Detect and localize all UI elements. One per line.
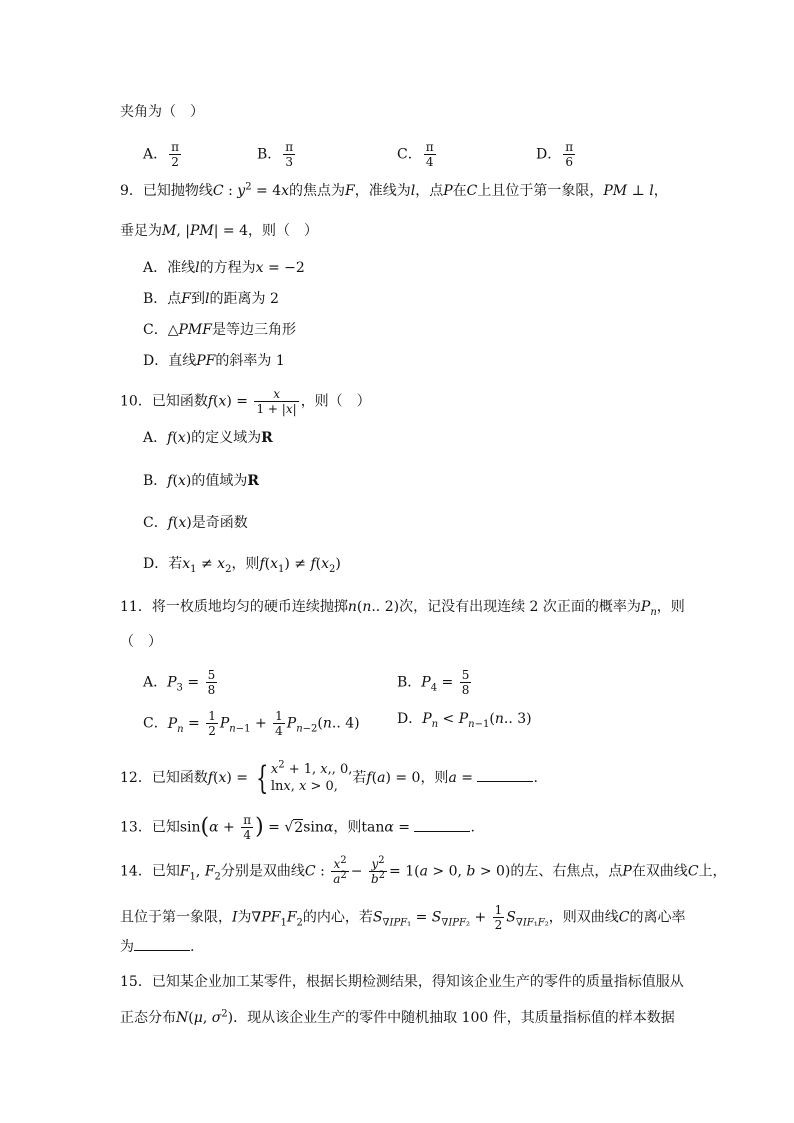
numerator: 5 bbox=[461, 668, 470, 682]
numerator: $y^2$ bbox=[369, 857, 387, 872]
denominator: 4 bbox=[275, 724, 283, 738]
piecewise bbox=[271, 761, 353, 795]
q15-stem-line1: 15．已知某企业加工某零件，根据长期检测结果，得知该企业生产的零件的质量指标值服从 bbox=[120, 974, 684, 990]
fraction bbox=[254, 387, 298, 416]
denominator: $a^2$ bbox=[333, 870, 347, 886]
q11-option-b: B．$P_4$ = $\frac{5}{8}$ bbox=[397, 668, 470, 697]
q11-stem-line1: 11．将一枚质地均匀的硬币连续抛掷n(n.. 2)次，记没有出现连续 2 次正面的概率为$P_n$，则 bbox=[120, 599, 685, 618]
text: 且位于第一象限， bbox=[120, 909, 232, 926]
text: 为 bbox=[120, 939, 134, 955]
option-letter: A． bbox=[143, 146, 168, 163]
numerator: π bbox=[285, 140, 294, 154]
text: 的定义域为 bbox=[191, 430, 262, 446]
q9-option-a: A．准线l的方程为x = −2 bbox=[143, 260, 305, 276]
option-letter: D． bbox=[536, 146, 562, 163]
text: 正态分布 bbox=[120, 1010, 176, 1026]
brace: { bbox=[256, 759, 269, 797]
q11-option-a: A．$P_3$ = $\frac{5}{8}$ bbox=[143, 668, 216, 697]
q11-option-c: C．$P_n$ = $\frac{1}{2}$ $P_{n-1}$ + $\frac{1}{4}$ $P_{n-2}(n$.. 4) bbox=[143, 709, 360, 738]
fraction bbox=[206, 709, 218, 738]
text: 的距离为 2 bbox=[209, 291, 279, 307]
text: ，则 bbox=[656, 599, 685, 615]
text: . bbox=[470, 819, 475, 836]
denominator: 2 bbox=[208, 724, 216, 738]
text: 14．已知 bbox=[120, 863, 180, 880]
q15-stem-line2: 正态分布N(μ, $\sigma^2$)．现从该企业生产的零件中随机抽取 100 件，其质量指标值的样本数据 bbox=[120, 1008, 675, 1026]
text: D． bbox=[397, 711, 423, 727]
text: ，点 bbox=[415, 183, 444, 199]
denominator: $b^2$ bbox=[370, 870, 386, 886]
radicand: 2 bbox=[294, 819, 304, 836]
q10-option-c: C．f(x)是奇函数 bbox=[143, 515, 248, 531]
q10-option-d: D．若$x_1 \ne x_2$，则$f(x_1) \ne f(x_2)$ bbox=[143, 556, 341, 575]
q9-option-b: B．点F到l的距离为 2 bbox=[143, 291, 279, 307]
text: ，则（ ） bbox=[248, 223, 318, 239]
text: 垂足为 bbox=[120, 223, 162, 239]
numerator: 1 bbox=[494, 903, 503, 917]
text: 上， bbox=[698, 863, 727, 880]
text: 分别是双曲线 bbox=[220, 863, 305, 880]
q14-stem-line1: 14．已知$F_1$, $F_2$分别是双曲线C : $\frac{x^2}{a^2}$ − $\frac{y^2}{b^2}$ = 1(a > 0, b > 0)的左、右焦点，点P在双曲线C上， bbox=[120, 855, 727, 886]
numerator: π bbox=[425, 140, 434, 154]
denominator: 8 bbox=[207, 683, 216, 697]
text: C． bbox=[143, 515, 168, 531]
denominator: 2 bbox=[171, 155, 179, 169]
text: C． bbox=[143, 715, 168, 732]
text: 11．将一枚质地均匀的硬币连续抛掷 bbox=[120, 599, 348, 615]
denominator: 3 bbox=[285, 155, 294, 169]
q9-option-c: C．△PMF是等边三角形 bbox=[143, 322, 296, 338]
option-letter: C． bbox=[397, 146, 422, 163]
q10-option-b: B．f(x)的值域为R bbox=[143, 473, 259, 489]
q14-stem-line3: 为 . bbox=[120, 936, 194, 957]
q12-stem: 12．已知函数f(x) = { $x^2 + 1$, x,, 0, lnx, x > 0, 若f(a) = 0，则a = . bbox=[120, 759, 538, 797]
q8-option-d bbox=[536, 140, 577, 169]
numerator: 5 bbox=[207, 668, 216, 682]
text: 若 bbox=[352, 770, 367, 786]
numerator: 1 bbox=[208, 709, 216, 723]
text: . bbox=[533, 770, 538, 786]
q8-stem: 夹角为（ ） bbox=[120, 104, 204, 120]
text: 的值域为 bbox=[191, 473, 248, 489]
text: 的方程为 bbox=[199, 260, 256, 276]
q9-stem-line2: 垂足为M, |PM| = 4，则（ ） bbox=[120, 223, 318, 239]
denominator: 6 bbox=[565, 155, 573, 169]
text: 的焦点为 bbox=[289, 183, 346, 199]
text: ，则双曲线 bbox=[548, 909, 619, 926]
answer-blank bbox=[414, 817, 470, 832]
q10-option-a: A．f(x)的定义域为R bbox=[143, 430, 273, 446]
text: C．△ bbox=[143, 322, 179, 338]
numerator: π bbox=[565, 140, 574, 154]
text: D．直线 bbox=[143, 353, 197, 369]
fraction bbox=[273, 709, 285, 738]
text: 为 bbox=[237, 909, 252, 926]
numerator: x bbox=[254, 387, 298, 402]
denominator: 2 bbox=[494, 918, 503, 932]
text: 到 bbox=[191, 291, 206, 307]
q8-option-b bbox=[257, 140, 297, 169]
text: 的左、右焦点，点 bbox=[510, 863, 623, 880]
text: A． bbox=[143, 674, 168, 691]
q10-stem: 10．已知函数f(x) = $\frac{x}{1 + |x|}$ ，则（ ） bbox=[120, 387, 371, 416]
text: 次，记没有出现连续 2 次正面的概率为 bbox=[399, 599, 641, 615]
text: 在双曲线 bbox=[631, 863, 688, 880]
q14-stem-line2: 且位于第一象限，I为$\nabla PF_1F_2$的内心，若$S_{\nabla IPF_1} = S_{\nabla IPF_2}$ + $\frac{1}{2}$ $S_{\nabla IF_1F_2}$，则双曲线C的离心率 bbox=[120, 903, 686, 932]
text: ，则 bbox=[231, 556, 260, 572]
fraction bbox=[241, 813, 253, 842]
fraction bbox=[369, 857, 387, 886]
fraction bbox=[460, 668, 472, 697]
q11-stem-line2: （ ） bbox=[120, 634, 162, 650]
text: D．若 bbox=[143, 556, 183, 572]
piece: lnx, x > 0, bbox=[270, 779, 338, 794]
q8-option-c bbox=[397, 140, 438, 169]
answer-blank bbox=[134, 936, 190, 951]
text: B．点 bbox=[143, 291, 182, 307]
q11-option-d: D．$P_n < P_{n-1}(n$.. 3) bbox=[397, 711, 532, 730]
text: 的斜率为 1 bbox=[215, 353, 285, 369]
text: 的内心，若 bbox=[302, 909, 373, 926]
text: A． bbox=[143, 430, 168, 446]
text: 是等边三角形 bbox=[211, 322, 296, 338]
text: A．准线 bbox=[143, 260, 196, 276]
option-letter: B． bbox=[257, 146, 282, 163]
text: ．现从该企业生产的零件中随机抽取 100 件，其质量指标值的样本数据 bbox=[233, 1010, 675, 1026]
fraction bbox=[331, 857, 349, 886]
text: 在 bbox=[452, 183, 467, 199]
paren: ) bbox=[255, 814, 264, 840]
numerator: π bbox=[171, 140, 180, 154]
answer-blank bbox=[477, 767, 533, 782]
text: 上且位于第一象限， bbox=[477, 183, 604, 199]
denominator: 4 bbox=[425, 155, 434, 169]
text: 9．已知抛物线 bbox=[120, 183, 213, 199]
q9-stem-line1: 9．已知抛物线C : $y^2 = 4x$的焦点为F，准线为l，点P在C上且位于第一象限，PM ⊥ l， bbox=[120, 181, 668, 199]
text: 12．已知函数 bbox=[120, 770, 208, 786]
paren: ( bbox=[200, 814, 210, 840]
text: B． bbox=[143, 473, 168, 489]
text: 是奇函数 bbox=[191, 515, 248, 531]
fraction bbox=[493, 903, 505, 932]
fraction bbox=[169, 140, 181, 169]
piece: $x^2 + 1$, x,, 0, bbox=[270, 759, 353, 777]
numerator: 1 bbox=[275, 709, 283, 723]
text: B． bbox=[397, 674, 422, 691]
denominator: 8 bbox=[461, 683, 470, 697]
numerator: π bbox=[243, 813, 252, 827]
fraction bbox=[424, 140, 436, 169]
denominator: 4 bbox=[243, 828, 251, 842]
fraction bbox=[563, 140, 575, 169]
fraction bbox=[206, 668, 218, 697]
q8-option-a bbox=[143, 140, 183, 169]
numerator: $x^2$ bbox=[331, 857, 349, 872]
text: ，则 bbox=[420, 770, 449, 786]
q13-stem: 13．已知sin(α + $\frac{\pi}{4}$ ) = √2sinα，则tanα = . bbox=[120, 813, 475, 842]
fraction bbox=[283, 140, 295, 169]
denominator: 1 + |x| bbox=[256, 402, 297, 416]
text: ，则 bbox=[333, 819, 362, 836]
q9-option-d: D．直线PF的斜率为 1 bbox=[143, 353, 285, 369]
text: 13．已知 bbox=[120, 819, 180, 836]
text: ，准线为 bbox=[354, 183, 411, 199]
text: 10．已知函数 bbox=[120, 393, 208, 410]
text: ，则（ ） bbox=[300, 393, 371, 410]
text: 的离心率 bbox=[629, 909, 686, 926]
